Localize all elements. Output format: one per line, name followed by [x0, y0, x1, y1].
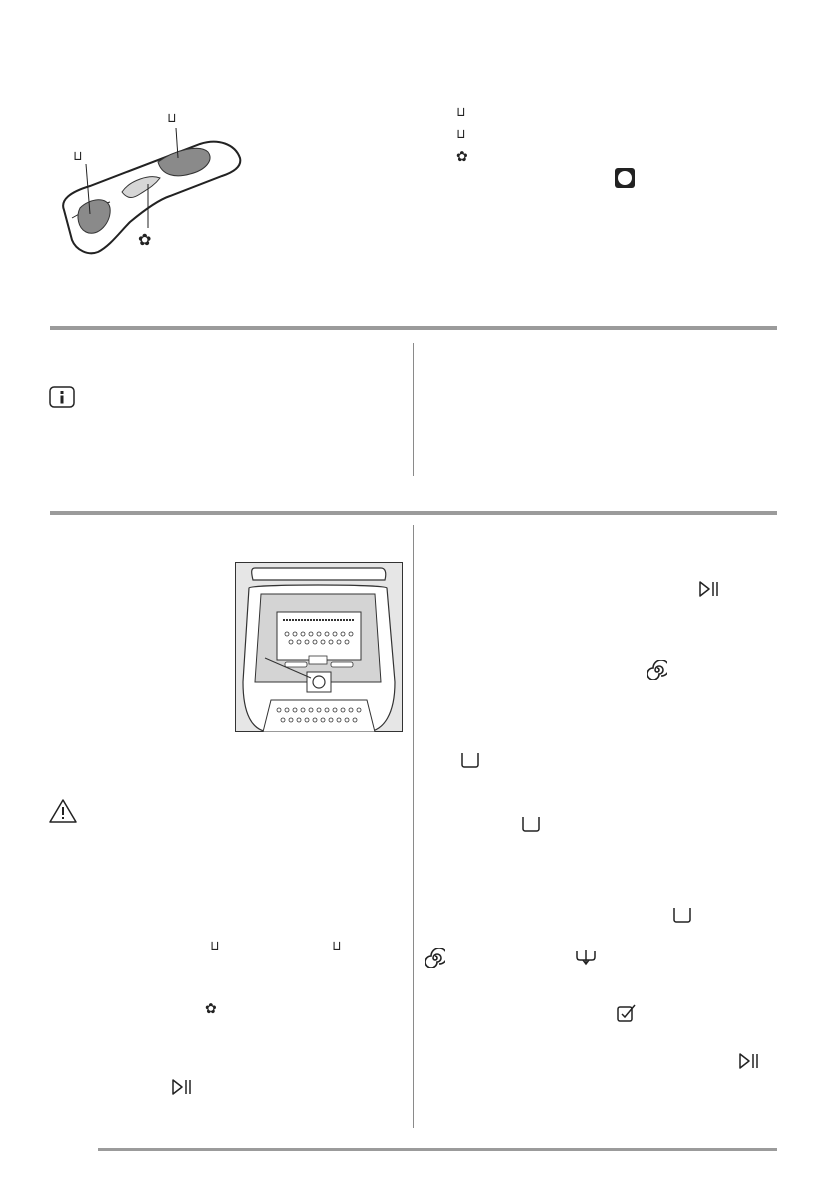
column-divider-1 [413, 343, 414, 476]
section-divider-1 [50, 326, 777, 330]
start-pause-icon [171, 1078, 193, 1096]
main-wash-compartment-icon: ⊔ [168, 111, 176, 126]
prewash-compartment-icon: ⊔ [74, 149, 82, 164]
legend-main-wash-icon: ⊔ [457, 127, 465, 142]
tub-icon [521, 816, 541, 832]
softener-compartment-icon: ✿ [138, 230, 152, 249]
prewash-compartment-icon: ⊔ [333, 939, 341, 954]
legend-prewash-icon: ⊔ [457, 105, 465, 120]
filled-circle-icon [614, 167, 636, 189]
spin-icon [425, 948, 445, 968]
main-wash-compartment-icon: ⊔ [211, 939, 219, 954]
info-icon [49, 386, 75, 408]
drum-filter-illustration [235, 562, 403, 732]
option-check-icon [616, 1003, 638, 1023]
column-divider-2 [413, 525, 414, 1128]
tub-icon [460, 752, 480, 768]
softener-compartment-icon: ✿ [205, 1001, 217, 1017]
spin-icon [647, 660, 667, 680]
footer-rule [98, 1148, 777, 1151]
start-pause-icon [738, 1052, 760, 1070]
legend-softener-icon: ✿ [456, 149, 468, 165]
warning-triangle-icon [48, 798, 78, 824]
tub-icon [672, 907, 692, 923]
section-divider-2 [50, 511, 777, 515]
start-pause-icon [698, 580, 720, 598]
drain-icon [575, 948, 597, 966]
